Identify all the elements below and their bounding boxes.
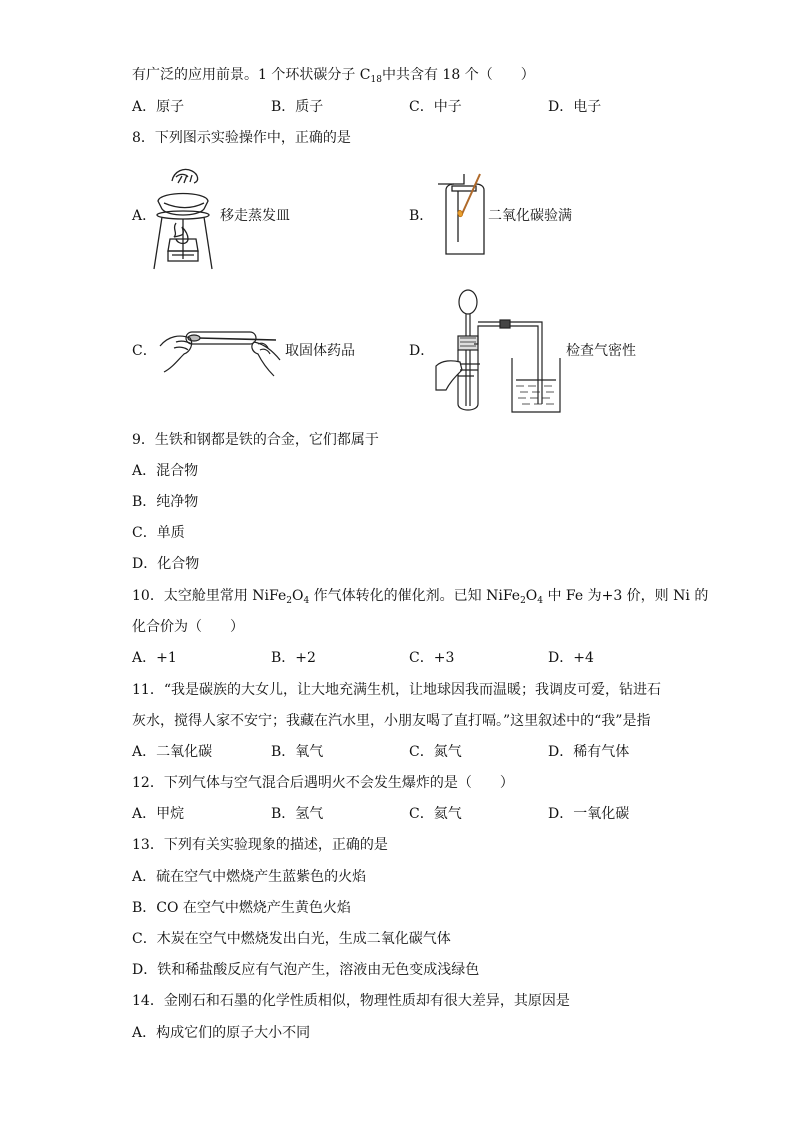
q9-option-b: B．纯净物 xyxy=(132,494,199,510)
q7-option-d: D．电子 xyxy=(548,99,602,115)
q8-option-d-caption: 检查气密性 xyxy=(566,343,636,359)
q10-options xyxy=(132,649,732,667)
q13-option-a: A．硫在空气中燃烧产生蓝紫色的火焰 xyxy=(132,869,367,885)
q9-stem: 9．生铁和钢都是铁的合金，它们都属于 xyxy=(132,432,379,448)
q12-option-d: D．一氧化碳 xyxy=(548,806,630,822)
q8-option-a-caption: 移走蒸发皿 xyxy=(220,208,290,224)
q11-option-a: A．二氧化碳 xyxy=(132,744,213,760)
solid-reagent-figure xyxy=(158,320,282,380)
q11-options xyxy=(132,743,732,761)
q10-option-a: A．+1 xyxy=(132,650,177,666)
q9-option-a: A．混合物 xyxy=(132,463,199,479)
q10-option-d: D．+4 xyxy=(548,650,594,666)
q7-stem: 有广泛的应用前景。1 个环状碳分子 $C_{18}$中共含有 18 个（ ） xyxy=(132,67,535,85)
q10-option-b: B．+2 xyxy=(271,650,316,666)
q13-option-c: C．木炭在空气中燃烧发出白光，生成二氧化碳气体 xyxy=(132,931,451,947)
q11-option-c: C．氮气 xyxy=(409,744,462,760)
q11-option-b: B．氧气 xyxy=(271,744,324,760)
q7-options xyxy=(132,98,732,116)
q11-option-d: D．稀有气体 xyxy=(548,744,630,760)
q8-option-b-caption: 二氧化碳验满 xyxy=(488,208,572,224)
q12-stem: 12．下列气体与空气混合后遇明火不会发生爆炸的是（ ） xyxy=(132,775,514,791)
q11-stem-line2: 灰水，搅得人家不安宁；我藏在汽水里，小朋友喝了直打嗝。”这里叙述中的“我”是指 xyxy=(132,713,651,729)
q12-option-c: C．氦气 xyxy=(409,806,462,822)
q8-option-d-letter: D． xyxy=(409,343,435,359)
q8-option-c-caption: 取固体药品 xyxy=(285,343,355,359)
q13-option-b: B．CO 在空气中燃烧产生黄色火焰 xyxy=(132,900,351,916)
q10-option-c: C．+3 xyxy=(409,650,455,666)
q12-option-a: A．甲烷 xyxy=(132,806,185,822)
q8-stem: 8．下列图示实验操作中，正确的是 xyxy=(132,130,351,146)
co2-bottle-figure xyxy=(436,172,492,258)
q10-stem-line1: 10．太空舱里常用 $NiFe_2O_4$ 作气体转化的催化剂。已知 $NiFe_2O_4$ 中 Fe 为+3 价，则 Ni 的 xyxy=(132,588,709,606)
q13-option-d: D．铁和稀盐酸反应有气泡产生，溶液由无色变成浅绿色 xyxy=(132,962,480,978)
q14-option-a: A．构成它们的原子大小不同 xyxy=(132,1025,311,1041)
q7-option-a: A．原子 xyxy=(132,99,185,115)
airtightness-check-figure xyxy=(434,286,562,414)
q8-option-a-letter: A． xyxy=(132,208,157,224)
q9-option-c: C．单质 xyxy=(132,525,185,541)
q7-option-b: B．质子 xyxy=(271,99,324,115)
q7-option-c: C．中子 xyxy=(409,99,462,115)
q12-options xyxy=(132,805,732,823)
q12-option-b: B．氢气 xyxy=(271,806,324,822)
q8-option-c-letter: C． xyxy=(132,343,157,359)
q13-stem: 13．下列有关实验现象的描述，正确的是 xyxy=(132,837,388,853)
q8-option-b-letter: B． xyxy=(409,208,434,224)
q11-stem-line1: 11．“我是碳族的大女儿，让大地充满生机，让地球因我而温暖；我调皮可爱，钻进石 xyxy=(132,682,661,698)
q14-stem: 14．金刚石和石墨的化学性质相似，物理性质却有很大差异，其原因是 xyxy=(132,993,570,1009)
evaporating-dish-figure xyxy=(148,163,218,275)
q9-option-d: D．化合物 xyxy=(132,556,200,572)
q10-stem-line2: 化合价为（ ） xyxy=(132,619,244,635)
